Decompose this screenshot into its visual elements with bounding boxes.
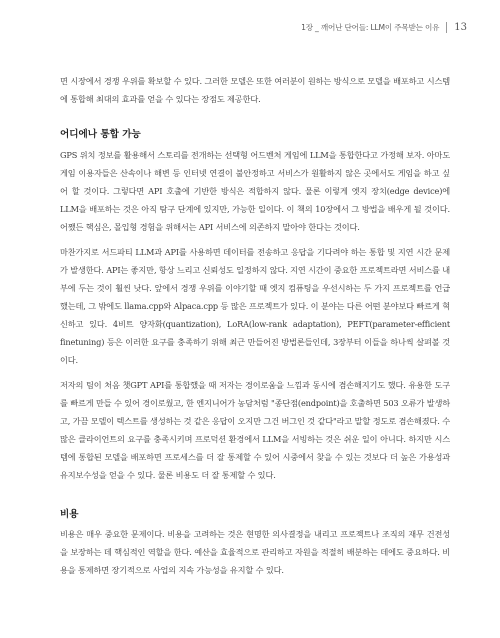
page-number: 13 [454, 22, 467, 33]
paragraph-anywhere-3: 저자의 팀이 처음 챗GPT API를 통합했을 때 저자는 경이로움을 느낌과 동시에 겸손해지기도 했다. 유용한 도구를 빠르게 만들 수 있어 경이로웠고, 한 엔지니어가 농담처럼 "종단점(endpoint)을 호출하면 503 오류가 발생하고, 가끔 모델이 텍스트를 생성하는 것 같은 응답이 오지만 그건 버그인 것 같다"라고 말할 정도로 겸손해졌다. 수많은 클라이언트의 요구를 충족시키며 프로덕션 환경에서 LLM을 서빙하는 것은 쉬운 일이 아니다. 하지만 시스템에 통합된 모델을 배포하면 프로세스를 더 잘 통제할 수 있어 시중에서 찾을 수 있는 것보다 더 높은 가용성과 유지보수성을 얻을 수 있다. 물론 비용도 더 잘 통제할 수 있다. [60, 380, 450, 480]
paragraph-anywhere-2: 마찬가지로 서드파티 LLM과 API를 사용하면 데이터를 전송하고 응답을 기다려야 하는 통합 및 지연 시간 문제가 발생한다. API는 좋지만, 항상 느리고 신뢰성도 일정하지 않다. 지연 시간이 중요한 프로젝트라면 서비스를 내부에 두는 것이 훨씬 낫다. 앞에서 경쟁 우위를 이야기할 때 엣지 컴퓨팅을 우선시하는 두 가지 프로젝트를 언급했는데, 그 밖에도 llama.cpp와 Alpaca.cpp 등 많은 프로젝트가 있다. 이 분야는 다른 어떤 분야보다 빠르게 혁신하고 있다. 4비트 양자화(quantization), LoRA(low-rank adaptation), PEFT(parameter-efficient finetuning) 등은 이러한 요구를 충족하기 위해 최근 만들어진 방법론들인데, 3장부터 이들을 하나씩 살펴볼 것이다. [60, 247, 450, 365]
chapter-title: 1장 _ 깨어난 단어들: LLM이 주목받는 이유 [301, 23, 440, 32]
section-heading-anywhere: 어디에나 통합 가능 [60, 129, 141, 140]
paragraph-cost-1: 비용은 매우 중요한 문제이다. 비용을 고려하는 것은 현명한 의사결정을 내리고 프로젝트나 조직의 재무 건전성을 보장하는 데 핵심적인 역할을 한다. 예산을 효율적으로 관리하고 자원을 적절히 배분하는 데에도 중요하다. 비용을 통제하면 장기적으로 사업의 지속 가능성을 유지할 수 있다. [60, 529, 450, 575]
section-heading-cost: 비용 [60, 509, 79, 520]
intro-paragraph: 면 시장에서 경쟁 우위를 확보할 수 있다. 그러한 모델은 또한 여러분이 원하는 방식으로 모델을 배포하고 시스템에 통합해 최대의 효과를 얻을 수 있다는 장점도 제공한다. [60, 76, 450, 104]
page-body [60, 72, 450, 579]
running-header [301, 22, 467, 33]
header-divider [446, 22, 447, 33]
paragraph-anywhere-1: GPS 위치 정보를 활용해서 스토리를 전개하는 선택형 어드벤처 게임에 LLM을 통합한다고 가정해 보자. 아마도 게임 이용자들은 산속이나 해변 등 인터넷 연결이 불안정하고 서비스가 원활하지 않은 곳에서도 게임을 하고 싶어 할 것이다. 그렇다면 API 호출에 기반한 방식은 적합하지 않다. 물론 이렇게 엣지 장치(edge device)에 LLM을 배포하는 것은 아직 탐구 단계에 있지만, 가능한 일이다. 이 책의 10장에서 그 방법을 배우게 될 것이다. 어쨌든 핵심은, 몰입형 경험을 위해서는 API 서비스에 의존하지 말아야 한다는 것이다. [60, 150, 450, 232]
